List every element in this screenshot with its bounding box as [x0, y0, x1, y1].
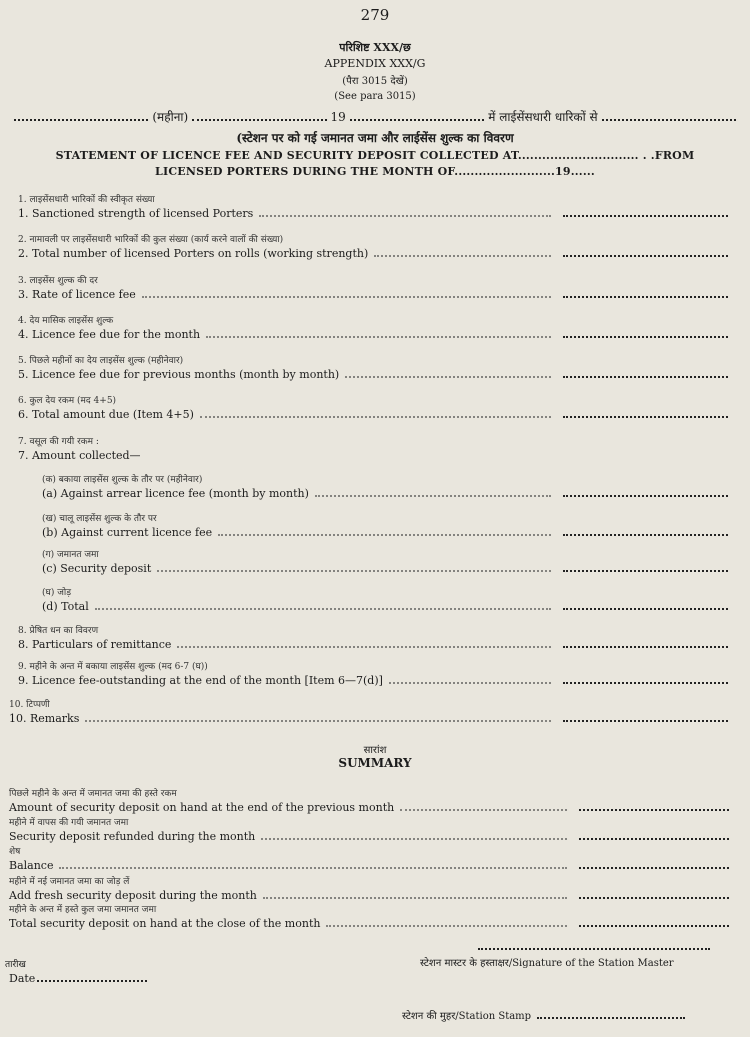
item-label-hindi: 2. नामावली पर लाइसेंसधारी भारिकों की कुल संख्या (कार्य करने वालों की संख्या): [18, 235, 284, 245]
item-label-hindi: (घ) जोड़: [42, 588, 72, 598]
item-label: 4. Licence fee due for the month: [18, 328, 201, 341]
leader-dots: [218, 526, 551, 536]
leader-dots: [142, 288, 551, 298]
stamp-field[interactable]: [537, 1009, 685, 1019]
item-label-hindi: 9. महीने के अन्त में बकाया लाइसेंस शुल्क (मद 6-7 (घ)): [18, 662, 208, 672]
leader-dots: [206, 328, 551, 338]
summary-row: [9, 904, 729, 931]
form-item-1: [18, 194, 728, 221]
item-label: 7. Amount collected—: [18, 449, 141, 462]
entry-field[interactable]: [563, 247, 728, 257]
leader-dots: [59, 859, 567, 869]
form-item-9: [18, 661, 728, 688]
entry-field[interactable]: [563, 526, 728, 536]
item-label: (a) Against arrear licence fee (month by month): [42, 487, 309, 500]
para-reference-hindi: (पैरा 3015 देखें): [342, 76, 408, 87]
summary-label-hindi: पिछले महीने के अन्त में जमानत जमा की हस्ते रकम: [9, 789, 177, 799]
item-label: 5. Licence fee due for previous months (month by month): [18, 368, 340, 381]
form-item-4: [18, 315, 728, 342]
item-label: 2. Total number of licensed Porters on rolls (working strength): [18, 247, 369, 260]
appendix-title: APPENDIX XXX/G: [324, 57, 426, 70]
item-label: 3. Rate of licence fee: [18, 288, 136, 301]
leader-dots: [374, 247, 551, 257]
form-item-2: [18, 234, 728, 261]
item-label-hindi: 5. पिछले महीनों का देय लाइसेंस शुल्क (महीनेवार): [18, 356, 184, 366]
summary-label-hindi: महीने के अन्त में हस्ते कुल जमा जमानत जमा: [9, 905, 157, 915]
summary-heading: SUMMARY: [338, 756, 412, 770]
item-label: (c) Security deposit: [42, 562, 152, 575]
entry-field[interactable]: [563, 368, 728, 378]
item-label-hindi: 4. देय मासिक लाइसेंस शुल्क: [18, 316, 114, 326]
item-label-hindi: 1. लाइसेंसधारी भारिकों की स्वीकृत संख्या: [18, 195, 155, 205]
entry-field[interactable]: [579, 889, 729, 899]
item-label-hindi: 7. वसूल की गयी रकम :: [18, 437, 99, 447]
entry-field[interactable]: [563, 487, 728, 497]
summary-label: Add fresh security deposit during the month: [9, 889, 257, 902]
entry-field[interactable]: [579, 859, 729, 869]
item-label-hindi: 10. टिप्पणी: [9, 700, 50, 710]
para-reference: (See para 3015): [334, 91, 416, 102]
form-subitem-d: [42, 587, 728, 614]
entry-field[interactable]: [563, 207, 728, 217]
summary-label: Balance: [9, 859, 54, 872]
entry-field[interactable]: [563, 408, 728, 418]
form-subitem-b: [42, 513, 728, 540]
blank-line[interactable]: [602, 113, 736, 121]
blank-line[interactable]: [14, 113, 148, 121]
summary-label-hindi: शेष: [9, 847, 21, 857]
signature-line[interactable]: [478, 944, 710, 950]
form-item-10: [9, 699, 728, 726]
entry-field[interactable]: [579, 917, 729, 927]
form-item-8: [18, 625, 728, 652]
item-label-hindi: 3. लाइसेंस शुल्क की दर: [18, 276, 98, 286]
leader-dots: [157, 562, 551, 572]
item-label: 9. Licence fee-outstanding at the end of the month [Item 6—7(d)]: [18, 674, 383, 687]
leader-dots: [177, 638, 551, 648]
form-item-3: [18, 275, 728, 302]
appendix-title-hindi: परिशिष्ट XXX/छ: [339, 41, 411, 54]
leader-dots: [200, 408, 551, 418]
item-label: 10. Remarks: [9, 712, 80, 725]
summary-row: [9, 876, 729, 903]
entry-field[interactable]: [563, 600, 728, 610]
item-label: 6. Total amount due (Item 4+5): [18, 408, 194, 421]
month-label-hindi: (महीना): [152, 110, 189, 124]
signature-label: स्टेशन मास्टर के हस्ताक्षर/Signature of the Station Master: [420, 958, 674, 969]
summary-label: Security deposit refunded during the month: [9, 830, 256, 843]
blank-line[interactable]: [192, 113, 326, 121]
leader-dots: [95, 600, 551, 610]
month-line-tail-hindi: में लाईसेंसधारी धारिकों से: [488, 110, 598, 124]
year-label: 19: [330, 110, 346, 124]
summary-heading-hindi: सारांश: [363, 745, 387, 756]
item-label-hindi: 8. प्रेषित धन का विवरण: [18, 626, 99, 636]
entry-field[interactable]: [579, 830, 729, 840]
summary-row: [9, 788, 729, 815]
date-field: [9, 972, 147, 985]
form-item-6: [18, 395, 728, 422]
date-label: Date: [9, 972, 36, 985]
statement-title-hindi: (स्टेशन पर को गई जमानत जमा और लाईसेंस शुल्क का विवरण: [236, 131, 514, 145]
stamp-label: स्टेशन की मुहर/Station Stamp: [402, 1011, 532, 1022]
date-label-hindi: तारीख: [5, 960, 26, 970]
leader-dots: [400, 801, 567, 811]
summary-row: [9, 846, 729, 873]
summary-label: Amount of security deposit on hand at the end of the previous month: [9, 801, 395, 814]
entry-field[interactable]: [563, 712, 728, 722]
entry-field[interactable]: [563, 674, 728, 684]
item-label: (b) Against current licence fee: [42, 526, 213, 539]
summary-row: [9, 817, 729, 844]
item-label-hindi: 6. कुल देय रकम (मद 4+5): [18, 396, 117, 406]
item-label-hindi: (ग) जमानत जमा: [42, 550, 99, 560]
form-subitem-a: [42, 474, 728, 501]
entry-field[interactable]: [579, 801, 729, 811]
leader-dots: [263, 889, 567, 899]
entry-field[interactable]: [563, 288, 728, 298]
leader-dots: [85, 712, 551, 722]
entry-field[interactable]: [563, 638, 728, 648]
form-subitem-c: [42, 549, 728, 576]
item-label: 1. Sanctioned strength of licensed Porters: [18, 207, 254, 220]
page-number: 279: [360, 6, 390, 24]
form-item-5: [18, 355, 728, 382]
month-line-hindi: [10, 108, 740, 125]
leader-dots: [259, 207, 551, 217]
statement-title-line2: LICENSED PORTERS DURING THE MONTH OF.........................19......: [155, 165, 595, 178]
station-stamp: [402, 1008, 685, 1022]
item-label-hindi: (ख) चालू लाइसेंस शुल्क के तौर पर: [42, 514, 157, 524]
summary-label: Total security deposit on hand at the close of the month: [9, 917, 321, 930]
entry-field[interactable]: [563, 562, 728, 572]
leader-dots: [315, 487, 551, 497]
blank-line[interactable]: [350, 113, 484, 121]
leader-dots: [261, 830, 567, 840]
leader-dots: [345, 368, 551, 378]
leader-dots: [389, 674, 551, 684]
summary-label-hindi: महीने में वापस की गयी जमानत जमा: [9, 818, 129, 828]
summary-label-hindi: महीने में नई जमानत जमा का जोड़ लें: [9, 877, 130, 887]
item-label: 8. Particulars of remittance: [18, 638, 172, 651]
form-item-7: [18, 436, 728, 463]
entry-field[interactable]: [563, 328, 728, 338]
date-input[interactable]: [37, 972, 147, 982]
leader-dots: [326, 917, 567, 927]
item-label-hindi: (क) बकाया लाइसेंस शुल्क के तौर पर (महीनेवार): [42, 475, 203, 485]
statement-title-line1: STATEMENT OF LICENCE FEE AND SECURITY DEPOSIT COLLECTED AT.............................. . .FROM: [55, 149, 695, 162]
item-label: (d) Total: [42, 600, 89, 613]
